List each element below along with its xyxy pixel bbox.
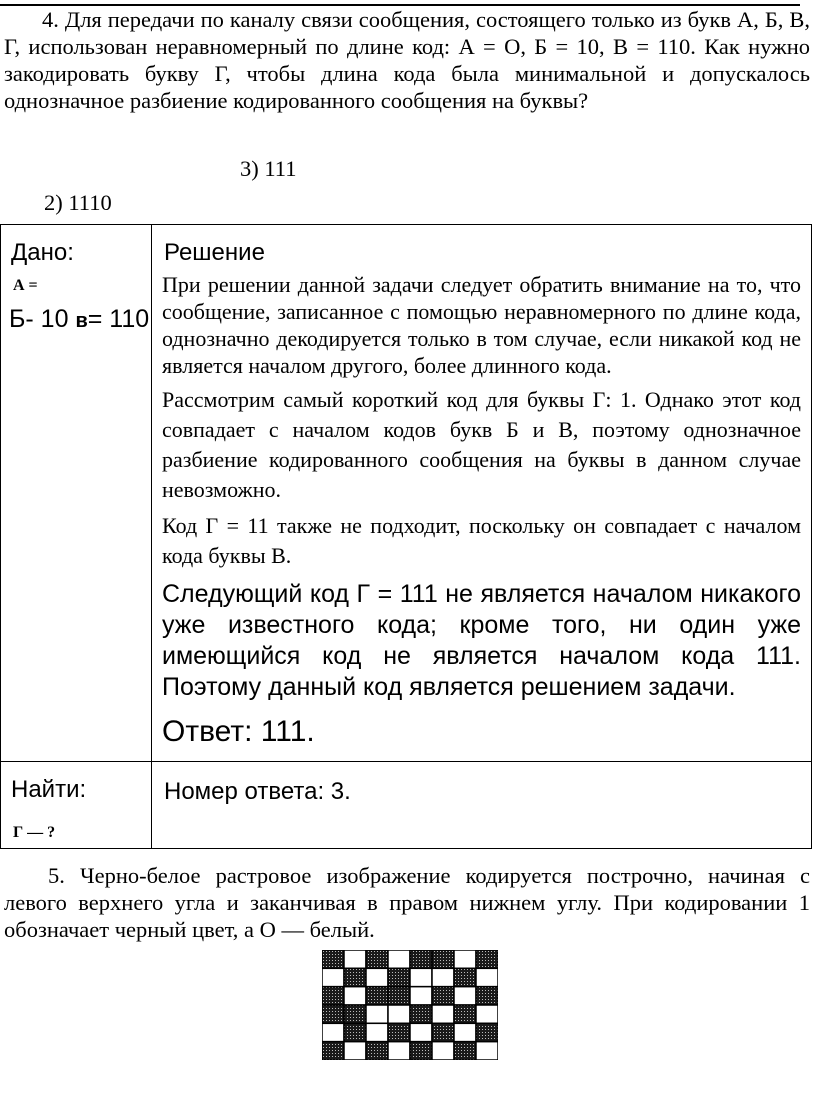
- given-v-letter: в: [75, 310, 88, 332]
- given-heading: Дано:: [11, 239, 74, 266]
- given-b-v: [9, 303, 151, 337]
- raster-cell-white: [344, 987, 366, 1005]
- task-4-text: 4. Для передачи по каналу связи сообщения, состоящего только из букв А, Б, В, Г, использован неравномерный по длине код: А = О, Б = 10, В = 110. Как нужно закодировать букву Г, чтобы длина кода была минимальной и допускалось однозначное разбиение кодированного сообщения на буквы?: [4, 7, 810, 113]
- raster-cell-white: [366, 1023, 388, 1041]
- raster-cell-black: [366, 950, 388, 968]
- raster-cell-white: [476, 1042, 498, 1060]
- raster-cell-black: [432, 950, 454, 968]
- raster-cell-white: [454, 950, 476, 968]
- given-b: Б- 10: [9, 305, 69, 333]
- raster-cell-black: [476, 987, 498, 1005]
- solution-paragraph-4: Следующий код Г = 111 не является началом никакого уже известного кода; кроме того, ни один уже имеющийся код не является началом кода 111. Поэтому данный код является решением задачи.: [162, 580, 801, 701]
- raster-cell-white: [388, 950, 410, 968]
- find-heading: Найти:: [11, 776, 87, 803]
- raster-cell-black: [388, 1023, 410, 1041]
- raster-cell-white: [432, 1005, 454, 1023]
- raster-cell-black: [322, 1005, 344, 1023]
- raster-cell-white: [454, 987, 476, 1005]
- raster-cell-white: [366, 1005, 388, 1023]
- raster-cell-black: [366, 1042, 388, 1060]
- raster-cell-black: [432, 987, 454, 1005]
- raster-cell-black: [476, 950, 498, 968]
- raster-cell-black: [344, 968, 366, 986]
- raster-cell-white: [410, 987, 432, 1005]
- answer-option-3: 3) 111: [240, 156, 297, 181]
- raster-cell-white: [476, 968, 498, 986]
- raster-cell-white: [410, 968, 432, 986]
- raster-cell-black: [388, 968, 410, 986]
- raster-cell-black: [344, 1023, 366, 1041]
- answer-number-cell: [152, 762, 812, 849]
- raster-image-grid: [322, 950, 498, 1060]
- solution-paragraph-3: Код Г = 11 также не подходит, поскольку он совпадает с началом кода буквы В.: [162, 513, 801, 568]
- raster-cell-white: [366, 968, 388, 986]
- raster-cell-white: [432, 1042, 454, 1060]
- raster-cell-black: [454, 1042, 476, 1060]
- raster-cell-black: [454, 968, 476, 986]
- raster-cell-white: [344, 1042, 366, 1060]
- raster-cell-black: [322, 1042, 344, 1060]
- raster-cell-white: [322, 968, 344, 986]
- raster-cell-black: [410, 1042, 432, 1060]
- answer-option-2: 2) 1110: [44, 190, 112, 215]
- answer-number: Номер ответа: 3.: [164, 778, 351, 805]
- solution-paragraph-2: Рассмотрим самый короткий код для буквы Г: 1. Однако этот код совпадает с началом кодов букв Б и В, поэтому однозначное разбиение кодированного сообщения на буквы в данном случае невозможно.: [162, 387, 801, 502]
- raster-cell-black: [388, 987, 410, 1005]
- raster-cell-black: [410, 1005, 432, 1023]
- raster-cell-white: [388, 1042, 410, 1060]
- raster-cell-white: [388, 1005, 410, 1023]
- table-row: [1, 762, 812, 849]
- raster-cell-white: [344, 950, 366, 968]
- raster-cell-black: [344, 1005, 366, 1023]
- solution-table: [0, 224, 812, 849]
- solution-cell: [152, 225, 812, 762]
- raster-cell-white: [322, 1023, 344, 1041]
- raster-cell-white: [432, 968, 454, 986]
- raster-cell-black: [322, 950, 344, 968]
- solution-paragraph-1: При решении данной задачи следует обратить внимание на то, что сообщение, записанное с помощью неравномерного по длине кода, однозначно декодируется только в том случае, если никакой код не является началом другого, более длинного кода.: [162, 272, 801, 378]
- raster-cell-black: [454, 1005, 476, 1023]
- task-5-text: 5. Черно-белое растровое изображение кодируется построчно, начиная с левого верхнего угла и заканчивая в правом нижнем углу. При кодировании 1 обозначает черный цвет, а О — белый.: [4, 863, 810, 942]
- raster-cell-black: [410, 950, 432, 968]
- given-v-value: = 110: [87, 305, 150, 333]
- solution-answer: Ответ: 111.: [162, 715, 315, 748]
- raster-cell-white: [410, 1023, 432, 1041]
- given-a: А =: [13, 277, 38, 294]
- raster-cell-white: [454, 1023, 476, 1041]
- raster-cell-black: [366, 987, 388, 1005]
- raster-cell-black: [476, 1023, 498, 1041]
- raster-cell-white: [476, 1005, 498, 1023]
- raster-cell-black: [322, 987, 344, 1005]
- table-row: [1, 225, 812, 762]
- given-cell: [1, 225, 152, 762]
- raster-cell-black: [432, 1023, 454, 1041]
- find-cell: [1, 762, 152, 849]
- find-g: Г — ?: [13, 824, 56, 841]
- solution-heading: Решение: [164, 239, 265, 266]
